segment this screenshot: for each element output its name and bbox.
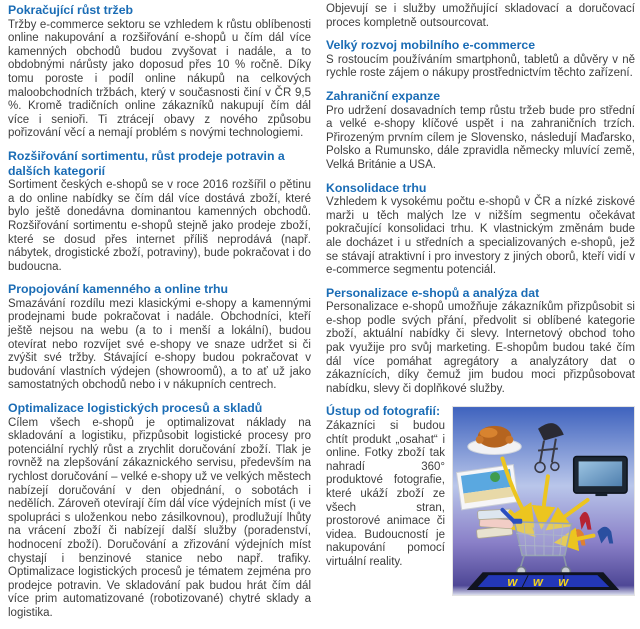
ecommerce-illustration <box>452 406 635 596</box>
section-personalization-data <box>326 286 635 397</box>
section-brick-online-merge <box>8 282 311 393</box>
section-body: Personalizace e-shopů umožňuje zákazníkům přizpůsobit si e-shop podle svých přání, předvolit si oblíbené kategorie zboží, aktuální nabídky či slevy. Internetový obchod toho pak využije pro svůj marketing. E-shopům budou také čím dál více pomáhat agregátory a analyzátory dat o zákaznících, díky čemuž jim budou moci přizpůsobovat nabídku, slevy či doplňkové služby. <box>326 301 635 395</box>
section-assortment-expansion <box>8 149 311 274</box>
section-body: Tržby e-commerce sektoru se vzhledem k růstu oblíbenosti online nakupování a rozšiřování e-shopů u čím dál více kamenných obchodů budou zvyšovat i nadále, a to obdobnými nárůsty jako doposud přes 10 % ročně. Díky tomu poroste i podíl online nákupů na celkových maloobchodních tržbách, který v současnosti činí v ČR 9,5 %. Kromě tradičních online zákazníků nakupují čím dál více i senioři. Ti ztrácejí obavy z nového způsobu pořizování věcí a nemají problém s novými technologiemi. <box>8 18 311 140</box>
section-heading: Personalizace e-shopů a analýza dat <box>326 285 540 300</box>
www-label: w w w <box>507 574 575 590</box>
tv-icon <box>574 457 627 497</box>
section-body: Zákazníci si budou chtít produkt „osahat“ i online. Fotky zboží tak nahradí 360° produktové fotografie, které ukáží zboží ze všech stran, prostorové animace či videa. Budoucností je nakupování pomocí virtuální reality. <box>326 420 445 568</box>
section-foreign-expansion <box>326 89 635 173</box>
section-photo-retreat <box>326 404 635 596</box>
section-revenue-growth <box>8 3 311 141</box>
section-heading: Zahraniční expanze <box>326 88 441 103</box>
left-column <box>8 3 311 629</box>
section-body: Vzhledem k vysokému počtu e-shopů v ČR a nízké ziskové marži u těch malých lze v nižším segmentu očekávat pokračující konsolidaci trhu. K vlastnickým změnám bude ale docházet i u středních a specializovaných e-shopů, jež se stávají atraktivní i pro investory z jiných oborů, kteří vidí v e-commerce segmentu potenciál. <box>326 196 635 277</box>
section-heading: Pokračující růst tržeb <box>8 3 134 17</box>
section-mobile-ecommerce <box>326 38 635 81</box>
www-mat <box>467 573 619 591</box>
shopping-cart-illustration-svg <box>453 407 634 595</box>
beach-photo-icon <box>456 465 518 510</box>
section-logistics-optimization <box>8 401 311 621</box>
section-heading: Ústup od fotografií: <box>326 404 441 419</box>
section-market-consolidation <box>326 181 635 278</box>
section-body: S rostoucím používáním smartphonů, tabletů a důvěry v ně rychle roste zájem o nákupy prostřednictvím těchto zařízení. <box>326 53 635 80</box>
intro-paragraph: Objevují se i služby umožňující skladovací a doručovací proces kompletně outsourcovat. <box>326 3 635 29</box>
section-body: Sortiment českých e-shopů se v roce 2016 rozšířil o pětinu a do online nabídky se čím dál více dostává zboží, které bylo ještě donedávna dominantou kamenných obchodů. Rozšiřování sortimentu e-shopů stejně jako prodeje zboží, které se dosud přes internet příliš neprodává (např. nábytek, drogistické zboží, potraviny), bude pokračovat i do budoucna. <box>8 179 311 273</box>
section-heading: Konsolidace trhu <box>326 180 427 195</box>
section-body: Pro udržení dosavadních temp růstu tržeb bude pro střední a velké e-shopy klíčové uspět i na zahraničních trzích. Přirozeným prvním cílem je Slovensko, následují Maďarsko, Polsko a Rumunsko, dále zpravidla německy mluvící země, Velká Británie a USA. <box>326 104 635 171</box>
section-heading: Rozšiřování sortimentu, růst prodeje potravin a dalších kategorií <box>8 148 285 178</box>
section-body: Cílem všech e-shopů je optimalizovat náklady na skladování a logistiku, přizpůsobit logistické procesy pro potenciální rychlý růst a zrychlit doručování zboží. Tlak je rovněž na zlepšování zákaznického servisu, především na rychlost doručování – velké e-shopy už ve velkých městech nabízejí doručování v den objednání, o sobotách i nedělích. Zároveň otevírají čím dál více výdejních míst (i ve spolupráci s uloženkou nebo zásilkovnou), prodlužují lhůty na vrácení zboží či nabízejí další služby (poradenství, hodnocení zboží). Doručování a zřizování výdejních míst chystají i benzinové stanice nebo např. trafiky. Optimalizace logistických procesů je tématem zejména pro prodejce potravin. Ve skladování pak budou hrát čím dál více prim automatizované (robotizované) chytré sklady a logistika. <box>8 416 311 619</box>
section-heading: Optimalizace logistických procesů a skladů <box>8 401 263 416</box>
section-heading: Propojování kamenného a online trhu <box>8 282 229 297</box>
right-column <box>326 3 635 596</box>
section-body: Smazávání rozdílu mezi klasickými e-shopy a kamennými prodejnami bude pokračovat i nadále. Obchodníci, kteří ještě nejsou na webu (a to i menší a lokální), budou otevírat nebo rozvíjet své e-shopy ve snaze udržet si či zvýšit své tržby. Stávající e-shopy budou pokračovat v budování vlastních výdejen (showroomů), a to ať už jako samostatných obchodů nebo i v nákupních centrech. <box>8 297 311 392</box>
section-heading: Velký rozvoj mobilního e-commerce <box>326 38 536 53</box>
